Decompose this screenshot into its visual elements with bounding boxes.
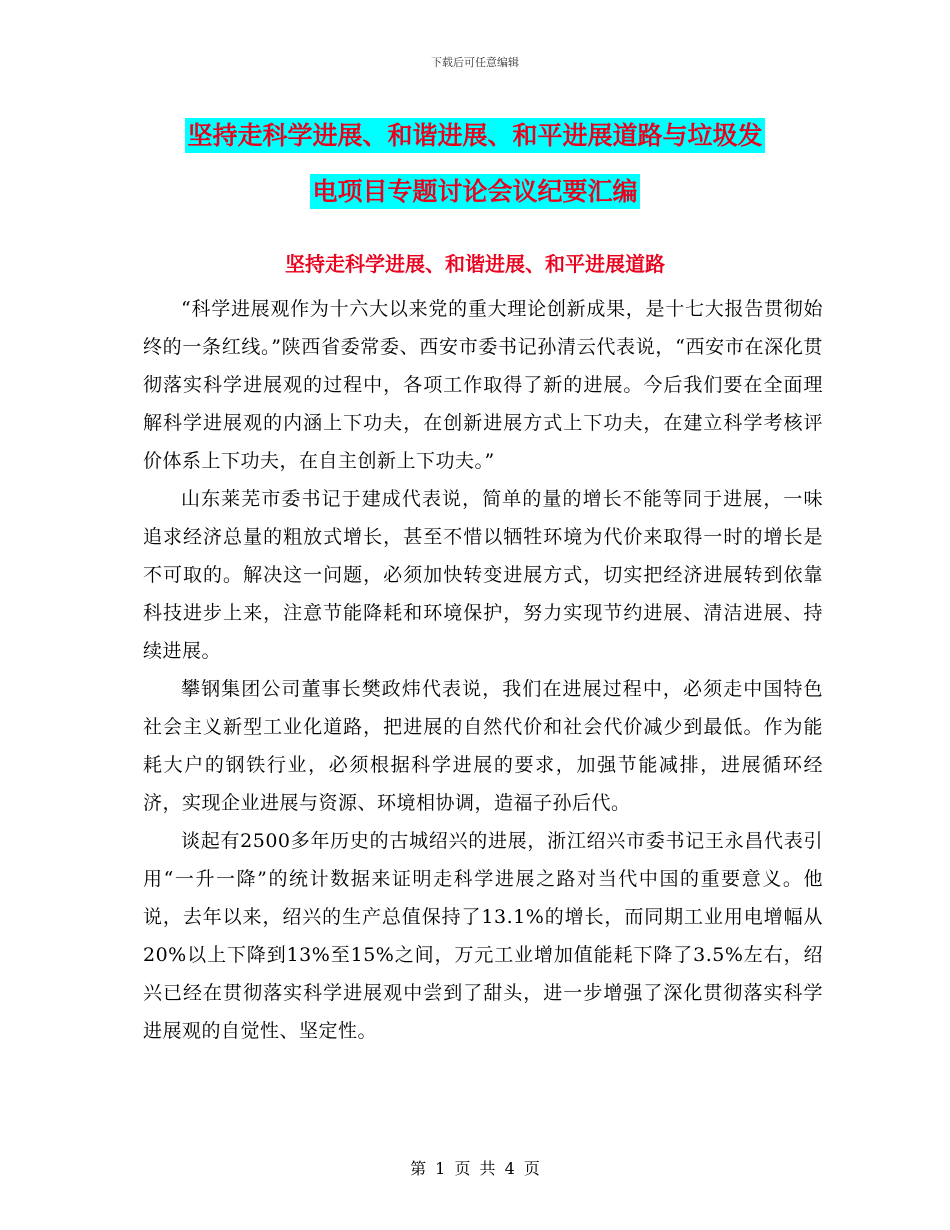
header-note: 下载后可任意编辑 [431,56,519,69]
document-body [143,290,823,1050]
document-title-line-2: 电项目专题讨论会议纪要汇编 [310,174,639,209]
document-title [0,108,950,220]
section-heading: 坚持走科学进展、和谐进展、和平进展道路 [285,252,665,276]
document-title-line-1: 坚持走科学进展、和谐进展、和平进展道路与垃圾发 [185,118,764,153]
page-number-footer: 第 1 页 共 4 页 [410,1159,540,1178]
paragraph-2: 山东莱芜市委书记于建成代表说，简单的量的增长不能等同于进展，一味追求经济总量的粗放式增长，甚至不惜以牺牲环境为代价来取得一时的增长是不可取的。解决这一问题，必须加快转变进展方式，切实把经济进展转到依靠科技进步上来，注意节能降耗和环境保护，努力实现节约进展、清洁进展、持续进展。 [143,488,823,662]
paragraph-3: 攀钢集团公司董事长樊政炜代表说，我们在进展过程中，必须走中国特色社会主义新型工业化道路，把进展的自然代价和社会代价减少到最低。作为能耗大户的钢铁行业，必须根据科学进展的要求，加强节能减排，进展循环经济，实现企业进展与资源、环境相协调，造福子孙后代。 [143,678,823,814]
paragraph-4: 谈起有2500多年历史的古城绍兴的进展，浙江绍兴市委书记王永昌代表引用“一升一降”的统计数据来证明走科学进展之路对当代中国的重要意义。他说，去年以来，绍兴的生产总值保持了13.1%的增长，而同期工业用电增幅从20%以上下降到13%至15%之间，万元工业增加值能耗下降了3.5%左右，绍兴已经在贯彻落实科学进展观中尝到了甜头，进一步增强了深化贯彻落实科学进展观的自觉性、坚定性。 [143,830,823,1042]
paragraph-1: “科学进展观作为十六大以来党的重大理论创新成果，是十七大报告贯彻始终的一条红线。”陕西省委常委、西安市委书记孙清云代表说，“西安市在深化贯彻落实科学进展观的过程中，各项工作取得了新的进展。今后我们要在全面理解科学进展观的内涵上下功夫，在创新进展方式上下功夫，在建立科学考核评价体系上下功夫，在自主创新上下功夫。” [143,298,823,472]
